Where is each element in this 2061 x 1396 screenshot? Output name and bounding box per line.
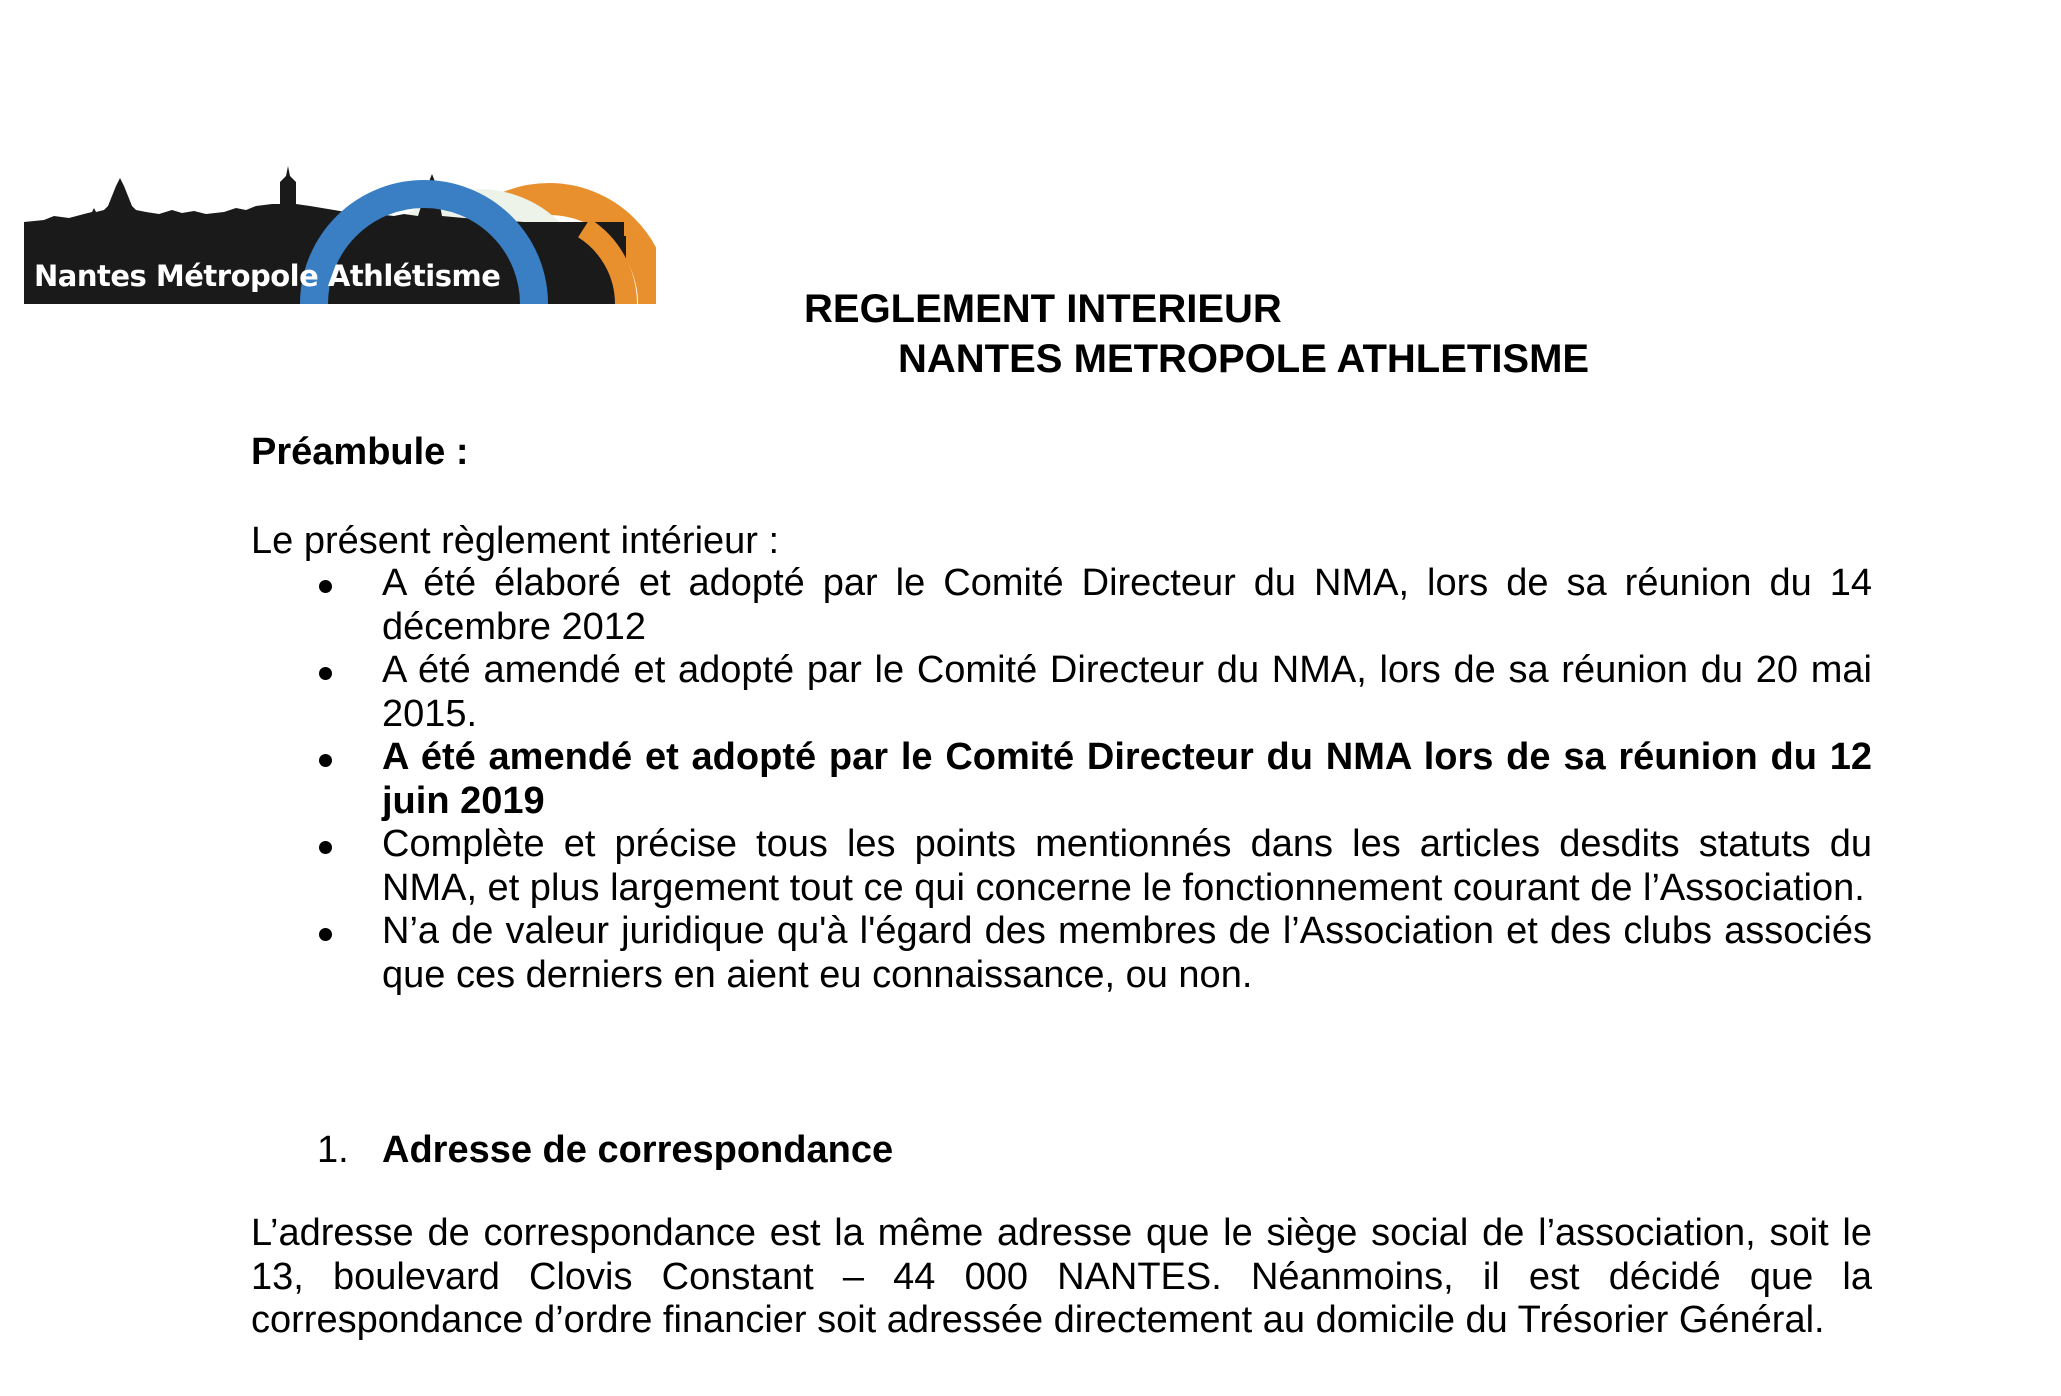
logo-text: Nantes Métropole Athlétisme (34, 259, 501, 293)
list-item: N’a de valeur juridique qu'à l'égard des membres de l’Association et des clubs associés que ces derniers en aient eu connaissance, ou non. (251, 910, 1872, 997)
list-item: A été amendé et adopté par le Comité Directeur du NMA lors de sa réunion du 12 juin 2019 (251, 736, 1872, 823)
list-item: A été amendé et adopté par le Comité Directeur du NMA, lors de sa réunion du 20 mai 2015. (251, 649, 1872, 736)
document-title-line2: NANTES METROPOLE ATHLETISME (898, 337, 1590, 381)
section-title: Adresse de correspondance (382, 1129, 894, 1171)
bullet-icon (319, 841, 332, 854)
bullet-icon (319, 928, 332, 941)
bullet-icon (319, 667, 332, 680)
preamble-intro: Le présent règlement intérieur : (251, 520, 780, 562)
document-title-line1: REGLEMENT INTERIEUR (804, 287, 1282, 331)
bullet-icon (319, 580, 332, 593)
section-number: 1. (317, 1129, 349, 1171)
preamble-heading: Préambule : (251, 431, 469, 473)
section-body: L’adresse de correspondance est la même adresse que le siège social de l’association, soit le 13, boulevard Clovis Constant – 44 000 NANTES. Néanmoins, il est décidé que la correspondance d’ordre financier soit adressée directement au domicile du Trésorier Général. (251, 1212, 1872, 1341)
list-item: A été élaboré et adopté par le Comité Directeur du NMA, lors de sa réunion du 14 décembre 2012 (251, 562, 1872, 649)
nma-logo (24, 118, 656, 304)
list-item: Complète et précise tous les points mentionnés dans les articles desdits statuts du NMA, et plus largement tout ce qui concerne le fonctionnement courant de l’Association. (251, 823, 1872, 910)
bullet-icon (319, 754, 332, 767)
preamble-list (251, 562, 1872, 997)
